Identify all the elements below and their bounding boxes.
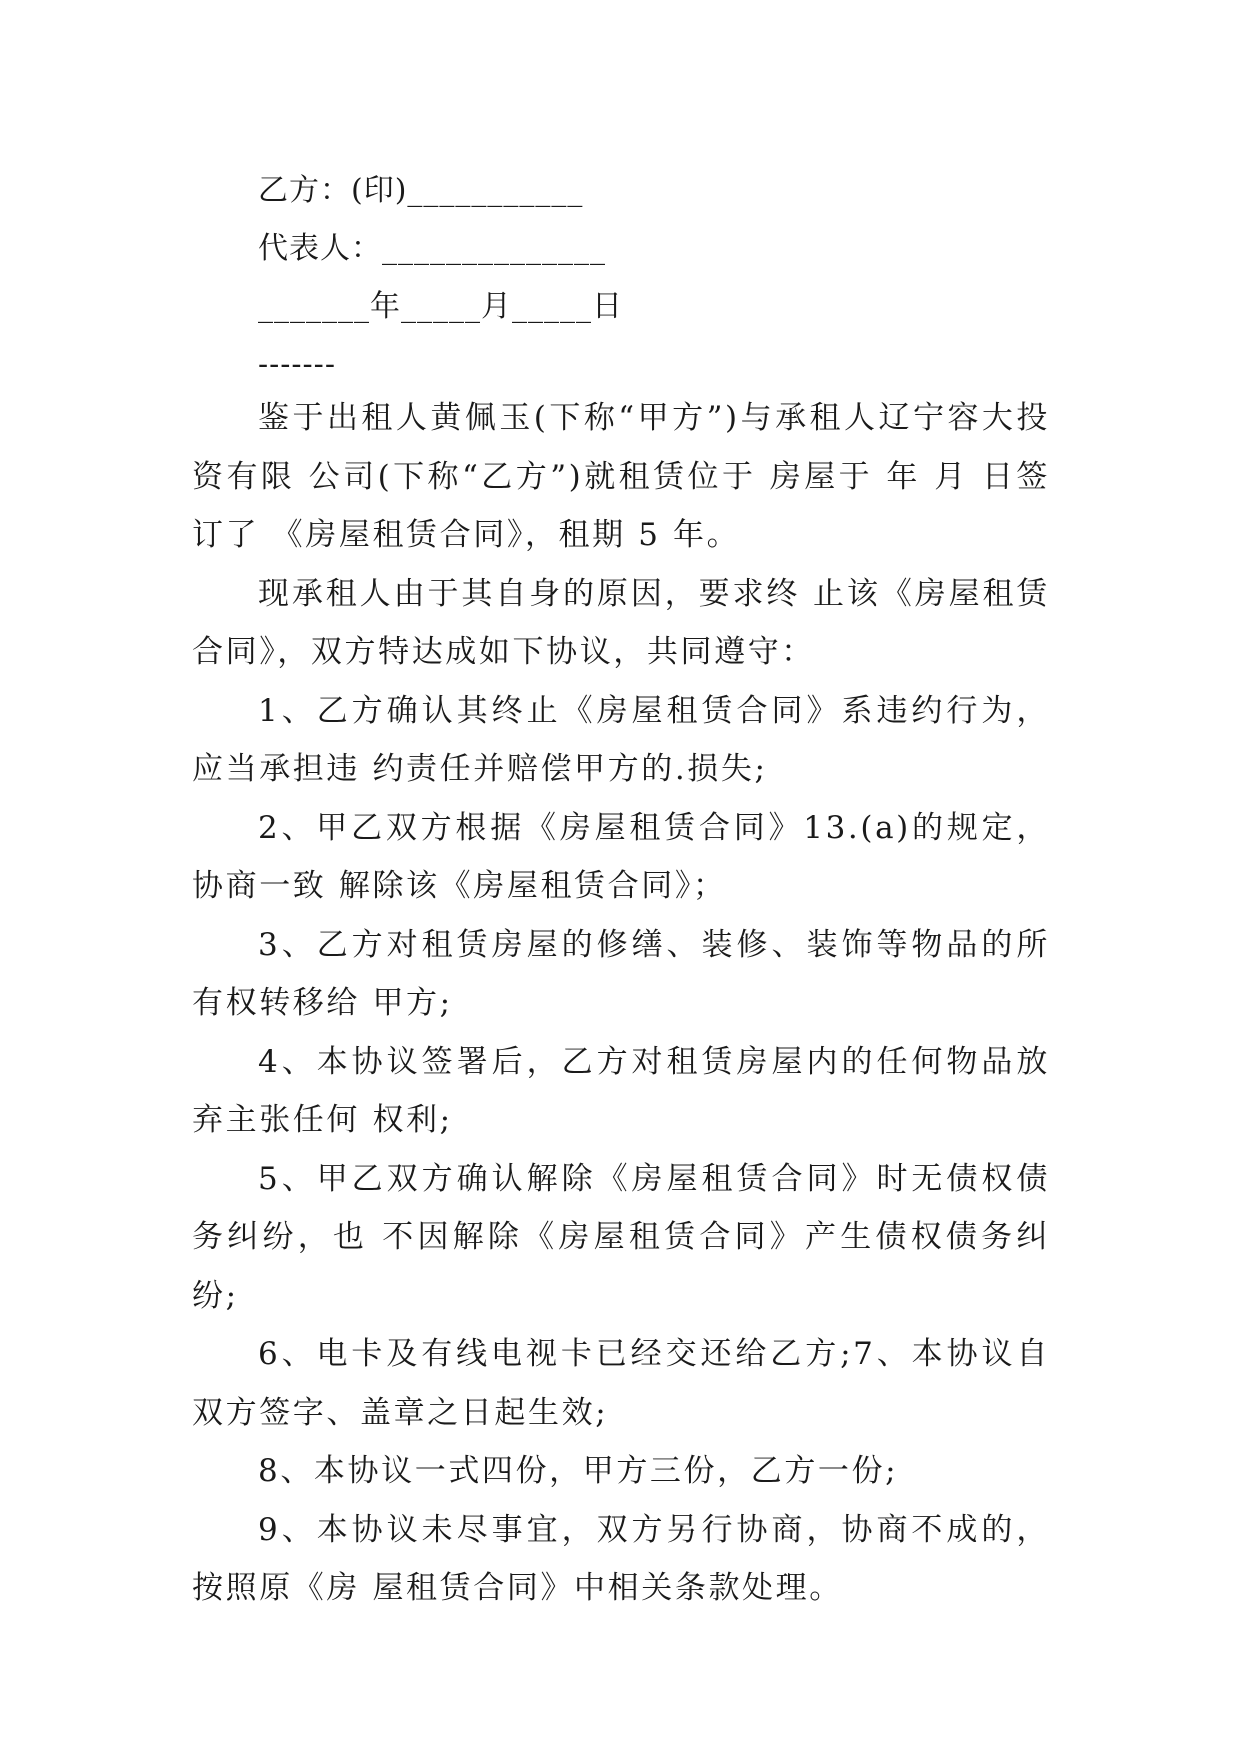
signature-block [258, 162, 958, 394]
clause-3: 3、乙方对租赁房屋的修缮、装修、装饰等物品的所有权转移给 甲方; [192, 926, 1050, 1021]
representative-line: 代表人：______________ [258, 231, 606, 266]
date-line: _______年_____月_____日 [258, 289, 623, 324]
clause-5: 5、甲乙双方确认解除《房屋租赁合同》时无债权债务纠纷，也 不因解除《房屋租赁合同》产生债权债务纠纷; [192, 1160, 1050, 1314]
intro-paragraph: 现承租人由于其自身的原因，要求终 止该《房屋租赁合同》，双方特达成如下协议，共同遵守： [192, 575, 1050, 670]
separator-line: ------- [258, 347, 336, 382]
clause-9: 9、本协议未尽事宜，双方另行协商，协商不成的，按照原《房 屋租赁合同》中相关条款处理。 [192, 1511, 1050, 1606]
clause-8: 8、本协议一式四份，甲方三份，乙方一份; [258, 1453, 899, 1489]
preamble-paragraph: 鉴于出租人黄佩玉(下称“甲方”)与承租人辽宁容大投资有限 公司(下称“乙方”)就租赁位于 房屋于 年 月 日签订了 《房屋租赁合同》，租期 5 年。 [192, 400, 1050, 553]
clause-6-7: 6、电卡及有线电视卡已经交还给乙方;7、本协议自双方签字、盖章之日起生效; [192, 1336, 1050, 1431]
clause-2: 2、甲乙双方根据《房屋租赁合同》13.(a)的规定，协商一致 解除该《房屋租赁合同》； [192, 809, 1050, 904]
clause-4: 4、本协议签署后，乙方对租赁房屋内的任何物品放弃主张任何 权利; [192, 1043, 1050, 1138]
agreement-body [192, 389, 1050, 1618]
clause-1: 1、乙方确认其终止《房屋租赁合同》系违约行为，应当承担违 约责任并赔偿甲方的.损失; [192, 692, 1050, 787]
party-b-seal-line: 乙方：(印)___________ [258, 173, 584, 208]
